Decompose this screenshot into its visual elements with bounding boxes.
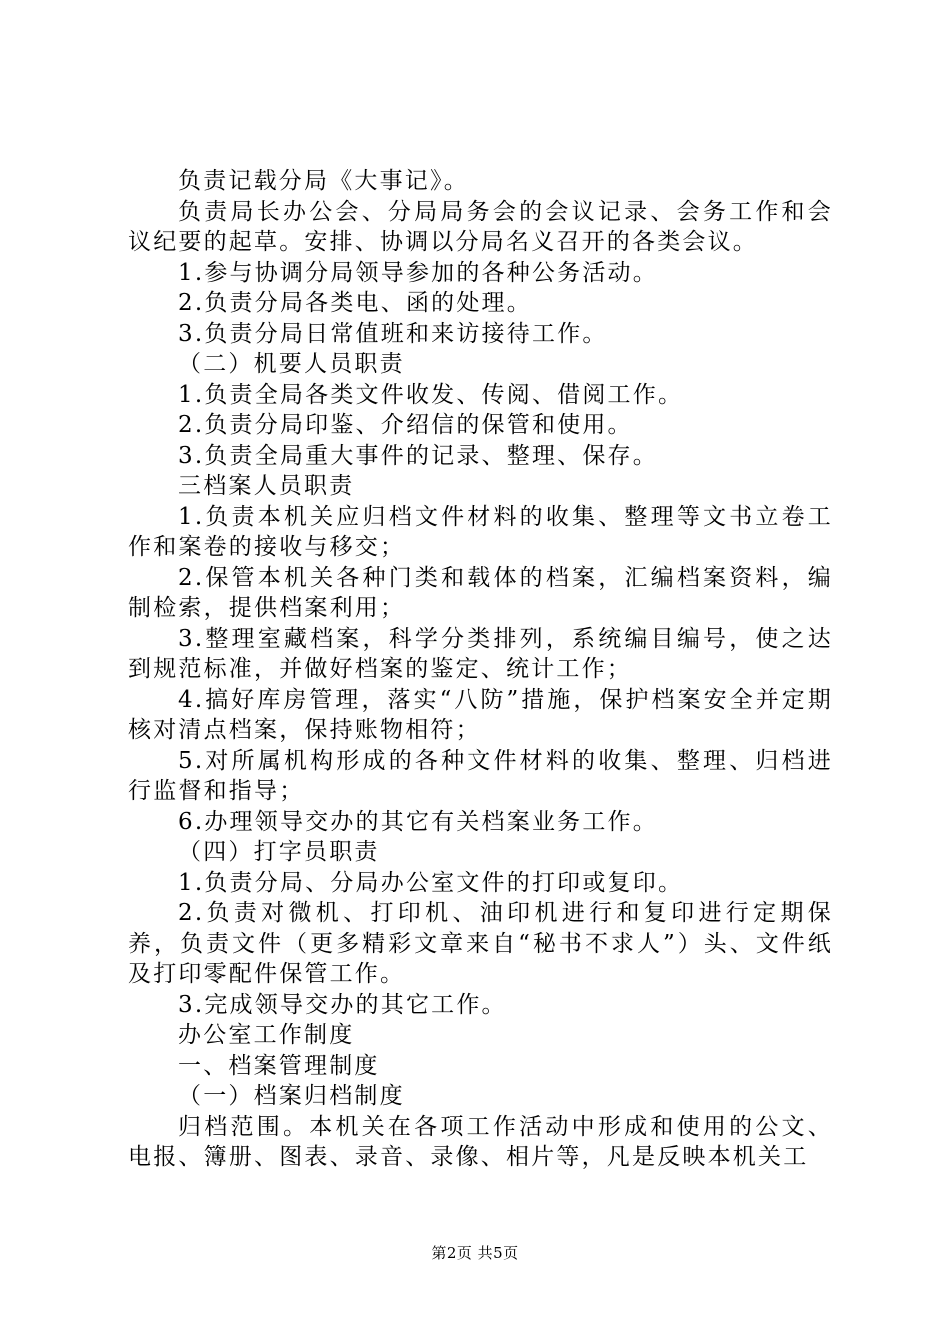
paragraph: 6.办理领导交办的其它有关档案业务工作。 [178, 808, 658, 835]
section-heading: （二）机要人员职责 [178, 351, 405, 377]
paragraph: 归档范围。本机关在各项工作活动中形成和使用的公文、电报、簿册、图表、录音、录像、相片等，凡是反映本机关工 [128, 1113, 833, 1170]
paragraph: 1.负责全局各类文件收发、传阅、借阅工作。 [178, 381, 684, 408]
page-number-footer: 第2页 共5页 [431, 1244, 519, 1262]
section-heading: 三档案人员职责 [178, 473, 355, 499]
paragraph: 3.整理室藏档案，科学分类排列，系统编目编号，使之达到规范标准，并做好档案的鉴定、统计工作； [128, 625, 833, 682]
paragraph: 3.负责分局日常值班和来访接待工作。 [178, 320, 608, 347]
paragraph: 1.负责分局、分局办公室文件的打印或复印。 [178, 869, 684, 896]
section-heading: 办公室工作制度 [178, 1022, 355, 1048]
paragraph: 负责局长办公会、分局局务会的会议记录、会务工作和会议纪要的起草。安排、协调以分局名义召开的各类会议。 [128, 198, 833, 255]
paragraph: 2.负责分局印鉴、介绍信的保管和使用。 [178, 412, 633, 438]
paragraph: 3.完成领导交办的其它工作。 [178, 991, 507, 1018]
paragraph: 4.搞好库房管理，落实“八防”措施，保护档案安全并定期核对清点档案，保持账物相符； [128, 686, 833, 743]
paragraph: 5.对所属机构形成的各种文件材料的收集、整理、归档进行监督和指导； [128, 747, 833, 804]
section-heading: 一、档案管理制度 [178, 1052, 380, 1079]
section-heading: （一）档案归档制度 [178, 1083, 405, 1109]
paragraph: 负责记载分局《大事记》。 [178, 168, 469, 194]
paragraph: 1.负责本机关应归档文件材料的收集、整理等文书立卷工作和案卷的接收与移交； [128, 503, 833, 560]
paragraph: 2.保管本机关各种门类和载体的档案，汇编档案资料，编制检索，提供档案利用； [128, 564, 833, 621]
paragraph: 2.负责分局各类电、函的处理。 [178, 290, 532, 316]
paragraph: 3.负责全局重大事件的记录、整理、保存。 [178, 442, 658, 469]
paragraph: 1.参与协调分局领导参加的各种公务活动。 [178, 259, 658, 286]
document-body [128, 166, 833, 1173]
section-heading: （四）打字员职责 [178, 839, 380, 865]
paragraph: 2.负责对微机、打印机、油印机进行和复印进行定期保养，负责文件（更多精彩文章来自“秘书不求人”）头、文件纸及打印零配件保管工作。 [128, 900, 833, 987]
